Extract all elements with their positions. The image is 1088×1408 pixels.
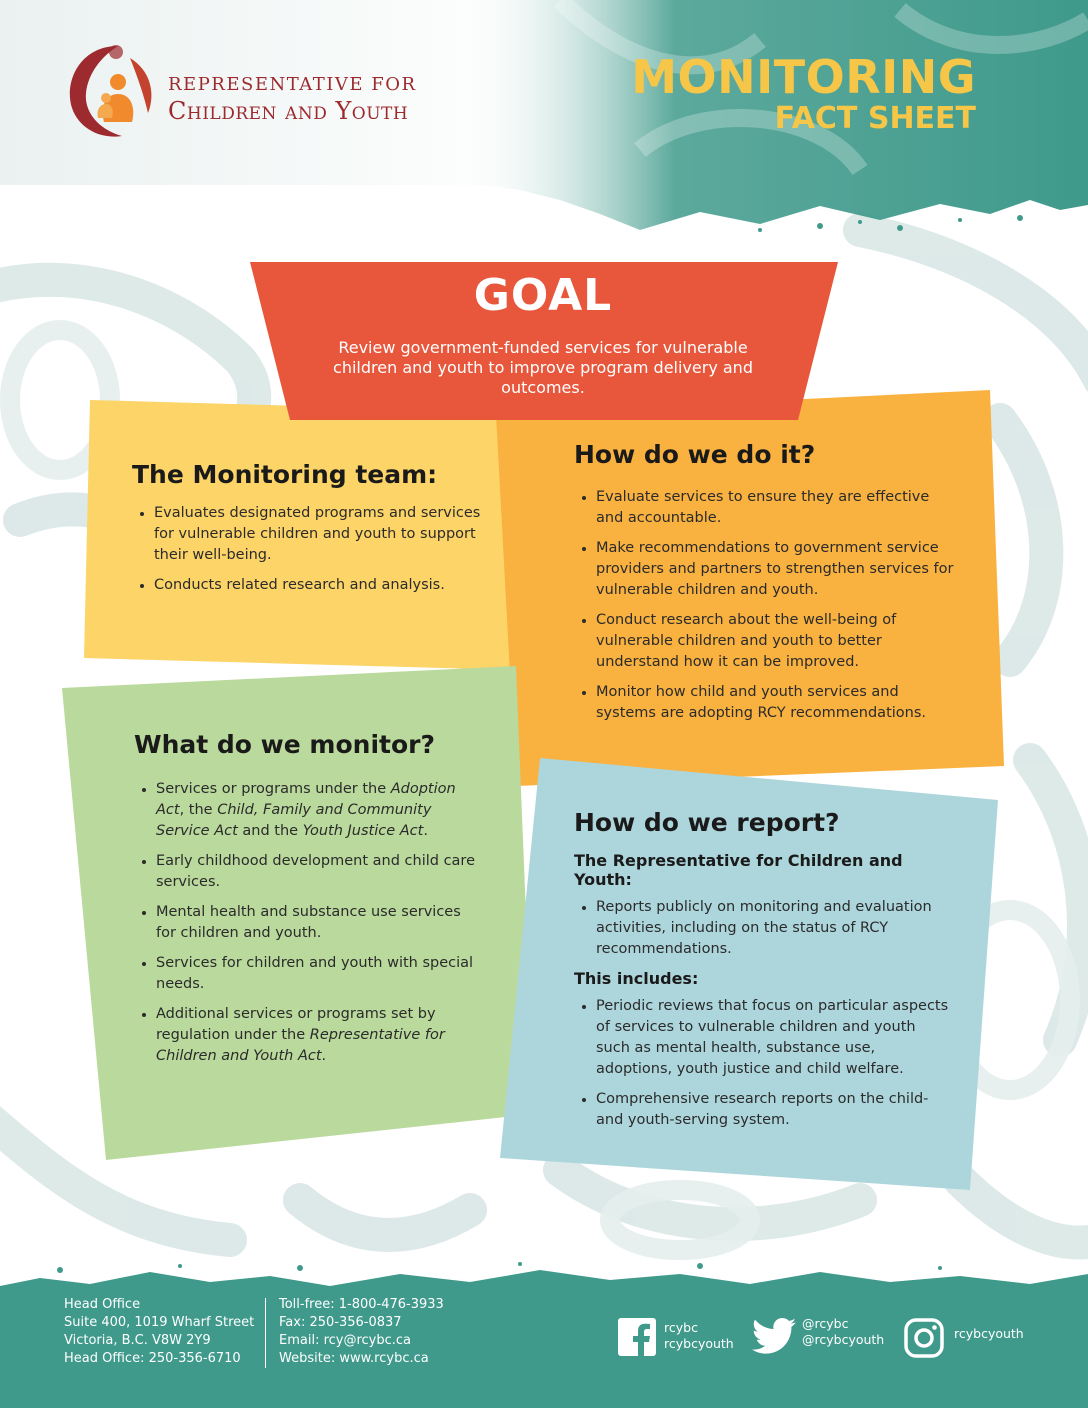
how-heading: How do we do it? <box>574 440 816 469</box>
logo-icon <box>60 38 160 143</box>
footer-divider <box>265 1298 266 1368</box>
social-twitter[interactable] <box>752 1318 892 1358</box>
org-name-line1: REPRESENTATIVE FOR <box>168 74 417 95</box>
twitter-handle-2: @rcybcyouth <box>802 1332 885 1347</box>
title-block <box>631 52 976 136</box>
footer-address-line1: Suite 400, 1019 Wharf Street <box>64 1315 255 1330</box>
how-card <box>496 390 1010 790</box>
page-title: MONITORING <box>631 50 976 104</box>
monitoring-team-card <box>84 396 524 676</box>
footer-contact <box>279 1296 444 1368</box>
twitter-icon <box>752 1318 796 1354</box>
social-facebook[interactable] <box>618 1318 738 1358</box>
list-item: • Evaluates designated programs and services for vulnerable children and youth to support their well-being. <box>154 503 482 566</box>
monitor-heading: What do we monitor? <box>134 730 435 759</box>
list-item: • Services for children and youth with special needs. <box>156 953 484 995</box>
facebook-handle-2: rcybcyouth <box>664 1336 734 1351</box>
monitor-card <box>62 666 534 1162</box>
footer-address <box>64 1296 254 1368</box>
twitter-handle-1: @rcybc <box>802 1316 849 1331</box>
footer-email[interactable]: Email: rcy@rcybc.ca <box>279 1333 412 1348</box>
list-item: • Reports publicly on monitoring and evaluation activities, including on the status of RCY recommendations. <box>596 897 954 960</box>
report-list-2 <box>574 996 954 1131</box>
social-instagram[interactable] <box>904 1318 1034 1358</box>
footer-office-phone: Head Office: 250-356-6710 <box>64 1351 241 1366</box>
org-name <box>168 74 417 125</box>
footer-address-line2: Victoria, B.C. V8W 2Y9 <box>64 1333 211 1348</box>
list-item: • Conduct research about the well-being of vulnerable children and youth to better understand how it can be improved. <box>596 610 954 673</box>
list-item: • Comprehensive research reports on the child- and youth-serving system. <box>596 1089 954 1131</box>
goal-text: Review government-funded services for vulnerable children and youth to improve program delivery and outcomes. <box>333 338 753 397</box>
footer-fax: Fax: 250-356-0837 <box>279 1315 402 1330</box>
list-item: • Additional services or programs set by regulation under the Representative for Children and Youth Act. <box>156 1004 484 1067</box>
footer-tollfree: Toll-free: 1-800-476-3933 <box>279 1297 444 1312</box>
report-subheading-1: The Representative for Children and Youth: <box>574 851 903 889</box>
report-list-1 <box>574 897 954 960</box>
list-item: • Periodic reviews that focus on particular aspects of services to vulnerable children and youth such as mental health, substance use, adoptions, youth justice and child welfare. <box>596 996 954 1080</box>
instagram-handle: rcybcyouth <box>954 1326 1024 1341</box>
report-heading: How do we report? <box>574 808 840 837</box>
org-name-line2: Children and Youth <box>168 97 409 125</box>
list-item: • Services or programs under the Adoption Act, the Child, Family and Community Service Act and the Youth Justice Act. <box>156 779 484 842</box>
monitoring-team-list <box>132 503 482 596</box>
report-subheading-2: This includes: <box>574 969 699 988</box>
list-item: • Evaluate services to ensure they are effective and accountable. <box>596 487 954 529</box>
how-list <box>574 487 954 724</box>
instagram-icon <box>904 1318 944 1358</box>
report-card <box>500 758 1000 1190</box>
list-item: • Conducts related research and analysis. <box>154 575 482 596</box>
footer-website[interactable]: Website: www.rcybc.ca <box>279 1351 429 1366</box>
list-item: • Mental health and substance use services for children and youth. <box>156 902 484 944</box>
monitoring-team-heading: The Monitoring team: <box>132 460 438 489</box>
list-item: • Monitor how child and youth services and systems are adopting RCY recommendations. <box>596 682 954 724</box>
monitor-list <box>134 779 484 1067</box>
footer-office-label: Head Office <box>64 1297 141 1312</box>
list-item: • Make recommendations to government service providers and partners to strengthen services for vulnerable children and youth. <box>596 538 954 601</box>
list-item: • Early childhood development and child care services. <box>156 851 484 893</box>
facebook-handle-1: rcybc <box>664 1320 698 1335</box>
facebook-icon <box>618 1318 656 1356</box>
goal-title: GOAL <box>473 270 613 321</box>
page-subtitle: FACT SHEET <box>774 101 976 136</box>
